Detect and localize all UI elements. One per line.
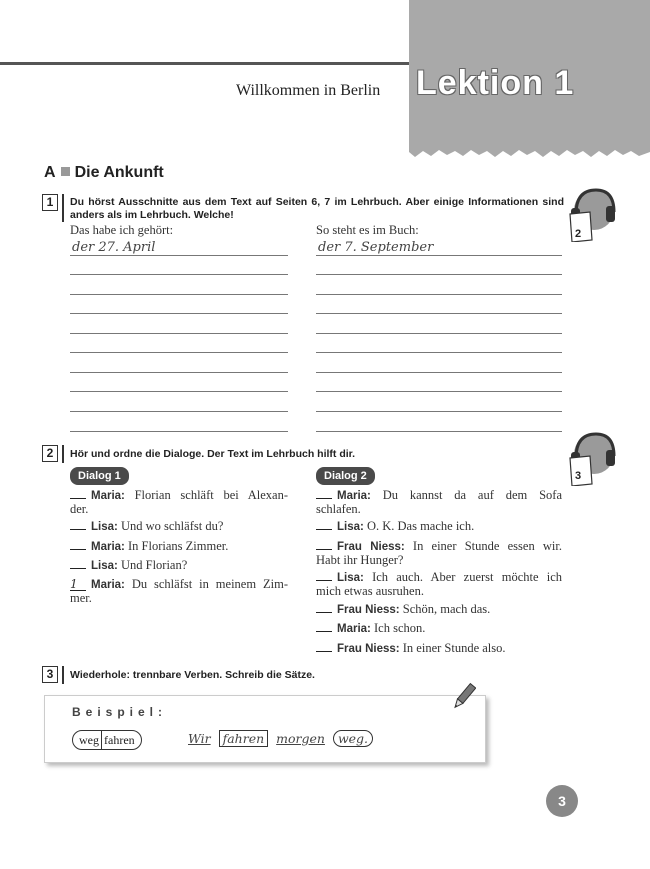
dialog-text: Ich auch. Aber zuerst möchte ich — [372, 570, 563, 584]
audio-track — [566, 184, 618, 247]
dialog-line — [316, 642, 562, 656]
exercise-instruction: Hör und ordne die Dialoge. Der Text im Lehrbuch hilft dir. — [70, 448, 356, 460]
answer-line[interactable] — [316, 411, 562, 412]
answer-line[interactable] — [316, 294, 562, 295]
dialog-text: der. — [70, 502, 89, 516]
dialog-line — [70, 489, 288, 516]
answer-line[interactable] — [70, 274, 288, 275]
answer-line[interactable] — [316, 313, 562, 314]
order-blank[interactable] — [316, 489, 332, 499]
speaker: Maria: — [91, 579, 125, 591]
separable-verb-oval — [72, 730, 142, 750]
book-column-heading: So steht es im Buch: — [316, 223, 419, 237]
order-blank[interactable] — [70, 520, 86, 530]
instruction-line: Du hörst Ausschnitte aus dem Text auf Seiten 6, 7 im Lehrbuch. Aber einige Informationen sind — [70, 196, 564, 208]
speaker: Lisa: — [91, 560, 118, 572]
exercise-divider — [62, 194, 64, 222]
answer-line[interactable] — [316, 255, 562, 256]
answer-line[interactable] — [316, 391, 562, 392]
header-rule — [0, 62, 410, 65]
exercise-number: 3 — [42, 666, 58, 683]
dialog-line — [70, 559, 288, 573]
speaker: Maria: — [337, 623, 371, 635]
tab-zigzag-edge — [409, 146, 650, 160]
speaker: Frau Niess: — [337, 604, 400, 616]
heard-column-heading: Das habe ich gehört: — [70, 223, 174, 237]
dialog-text: Du kannst da auf dem Sofa — [382, 488, 563, 502]
boxed-verb: fahren — [219, 730, 269, 747]
dialog-line — [316, 540, 562, 567]
order-blank[interactable] — [316, 603, 332, 613]
speaker: Lisa: — [337, 521, 364, 533]
lesson-title: Lektion 1 — [416, 64, 575, 102]
order-blank[interactable] — [70, 540, 86, 550]
dialog-2-label: Dialog 2 — [316, 467, 375, 485]
verb-divider — [101, 731, 102, 749]
speaker: Lisa: — [91, 521, 118, 533]
dialog-text: Du schläfst in meinem Zim- — [131, 577, 288, 591]
pencil-icon — [450, 682, 476, 717]
example-sentence — [188, 731, 373, 746]
order-blank[interactable] — [316, 520, 332, 530]
dialog-line — [316, 603, 562, 617]
speaker: Maria: — [337, 490, 371, 502]
square-bullet-icon — [61, 167, 70, 176]
dialog-line — [70, 520, 288, 534]
dialog-text: Und wo schläfst du? — [120, 519, 224, 533]
sentence-word: Wir — [188, 731, 211, 746]
verb-stem: fahren — [104, 733, 135, 747]
dialog-text: Schön, mach das. — [402, 602, 491, 616]
handwritten-example: der 7. September — [318, 240, 434, 255]
dialog-line — [316, 520, 562, 534]
exercise-number: 1 — [42, 194, 58, 211]
dialog-text: In einer Stunde essen wir. — [412, 539, 563, 553]
track-number: 3 — [575, 470, 582, 482]
section-title — [44, 164, 164, 182]
exercise-divider — [62, 445, 64, 463]
order-blank[interactable] — [70, 559, 86, 569]
order-blank[interactable] — [316, 622, 332, 632]
answer-line[interactable] — [70, 255, 288, 256]
dialog-text: schlafen. — [316, 502, 361, 516]
order-blank[interactable] — [316, 540, 332, 550]
audio-track — [566, 428, 618, 491]
dialog-text: Habt ihr Hunger? — [316, 553, 404, 567]
sentence-word: morgen — [276, 731, 325, 746]
answer-line[interactable] — [70, 431, 288, 432]
dialog-line — [316, 622, 562, 636]
dialog-line — [316, 571, 562, 598]
order-answer[interactable]: 1 — [70, 578, 86, 591]
order-blank[interactable] — [70, 489, 86, 499]
dialog-line — [70, 578, 288, 605]
answer-line[interactable] — [316, 372, 562, 373]
section-letter: A — [44, 164, 56, 181]
section-name: Die Ankunft — [74, 164, 164, 181]
handwritten-example: der 27. April — [72, 240, 156, 255]
dialog-line — [70, 540, 288, 554]
dialog-text: Ich schon. — [374, 621, 426, 635]
dialog-text: In Florians Zimmer. — [128, 539, 229, 553]
answer-line[interactable] — [316, 352, 562, 353]
dialog-line — [316, 489, 562, 516]
answer-line[interactable] — [70, 411, 288, 412]
dialog-text: mich etwas ausruhen. — [316, 584, 424, 598]
answer-line[interactable] — [70, 372, 288, 373]
dialog-text: Und Florian? — [120, 558, 188, 572]
answer-line[interactable] — [70, 352, 288, 353]
answer-line[interactable] — [70, 294, 288, 295]
answer-line[interactable] — [316, 333, 562, 334]
dialog-text: Florian schläft bei Alexan- — [134, 488, 288, 502]
exercise-instruction: Wiederhole: trennbare Verben. Schreib die Sätze. — [70, 669, 315, 681]
lesson-subtitle: Willkommen in Berlin — [236, 82, 381, 99]
track-number: 2 — [575, 228, 582, 240]
answer-line[interactable] — [70, 391, 288, 392]
answer-line[interactable] — [70, 333, 288, 334]
example-label: Beispiel: — [72, 705, 168, 719]
order-blank[interactable] — [316, 642, 332, 652]
dialog-text: mer. — [70, 591, 92, 605]
instruction-line: anders als im Lehrbuch. Welche! — [70, 209, 234, 221]
dialog-1-label: Dialog 1 — [70, 467, 129, 485]
answer-line[interactable] — [316, 274, 562, 275]
circled-prefix: weg. — [333, 730, 373, 747]
page-number: 3 — [546, 785, 578, 817]
speaker: Frau Niess: — [337, 643, 400, 655]
dialog-text: O. K. Das mache ich. — [366, 519, 475, 533]
speaker: Lisa: — [337, 572, 364, 584]
speaker: Frau Niess: — [337, 541, 405, 553]
speaker: Maria: — [91, 490, 125, 502]
exercise-instruction — [70, 196, 564, 222]
headphones-icon — [566, 428, 618, 486]
headphones-icon — [566, 184, 618, 242]
order-blank[interactable] — [316, 571, 332, 581]
speaker: Maria: — [91, 541, 125, 553]
exercise-divider — [62, 666, 64, 684]
answer-line[interactable] — [70, 313, 288, 314]
dialog-text: In einer Stunde also. — [402, 641, 506, 655]
exercise-number: 2 — [42, 445, 58, 462]
verb-prefix: weg — [79, 733, 99, 747]
answer-line[interactable] — [316, 431, 562, 432]
